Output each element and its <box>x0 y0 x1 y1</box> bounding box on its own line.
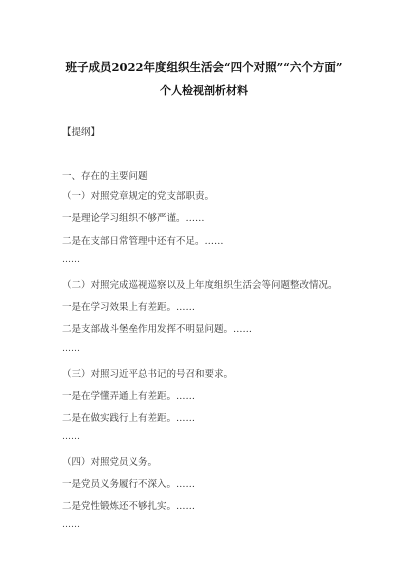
text-line: 二是在做实践行上有差距。…… <box>62 413 196 424</box>
subsection-heading: （一）对照党章规定的党支部职责。 <box>62 191 215 202</box>
ellipsis-line: …… <box>62 344 80 354</box>
section-heading: 一、存在的主要问题 <box>62 171 148 182</box>
subsection-heading: （二）对照完成巡视巡察以及上年度组织生活会等问题整改情况。 <box>62 280 338 291</box>
subsection-heading: （四）对照党员义务。 <box>62 457 158 468</box>
ellipsis-line: …… <box>62 520 80 530</box>
outline-tag: 【提纲】 <box>62 127 101 138</box>
document-subtitle: 个人检视剖析材料 <box>160 84 248 97</box>
text-line: 二是在支部日常管理中还有不足。…… <box>62 236 224 247</box>
text-line: 一是在学懂弄通上有差距。…… <box>62 391 196 402</box>
text-line: 一是党员义务履行不深入。…… <box>62 479 196 490</box>
subsection-heading: （三）对照习近平总书记的号召和要求。 <box>62 369 234 380</box>
text-line: 二是支部战斗堡垒作用发挥不明显问题。…… <box>62 324 253 335</box>
text-line: 二是党性锻炼还不够扎实。…… <box>62 501 196 512</box>
text-line: 一是在学习效果上有差距。…… <box>62 302 196 313</box>
document-title: 班子成员2022年度组织生活会“四个对照”“六个方面” <box>65 60 343 74</box>
text-line: 一是理论学习组织不够严谨。…… <box>62 213 205 224</box>
ellipsis-line: …… <box>62 432 80 442</box>
ellipsis-line: …… <box>62 255 80 265</box>
